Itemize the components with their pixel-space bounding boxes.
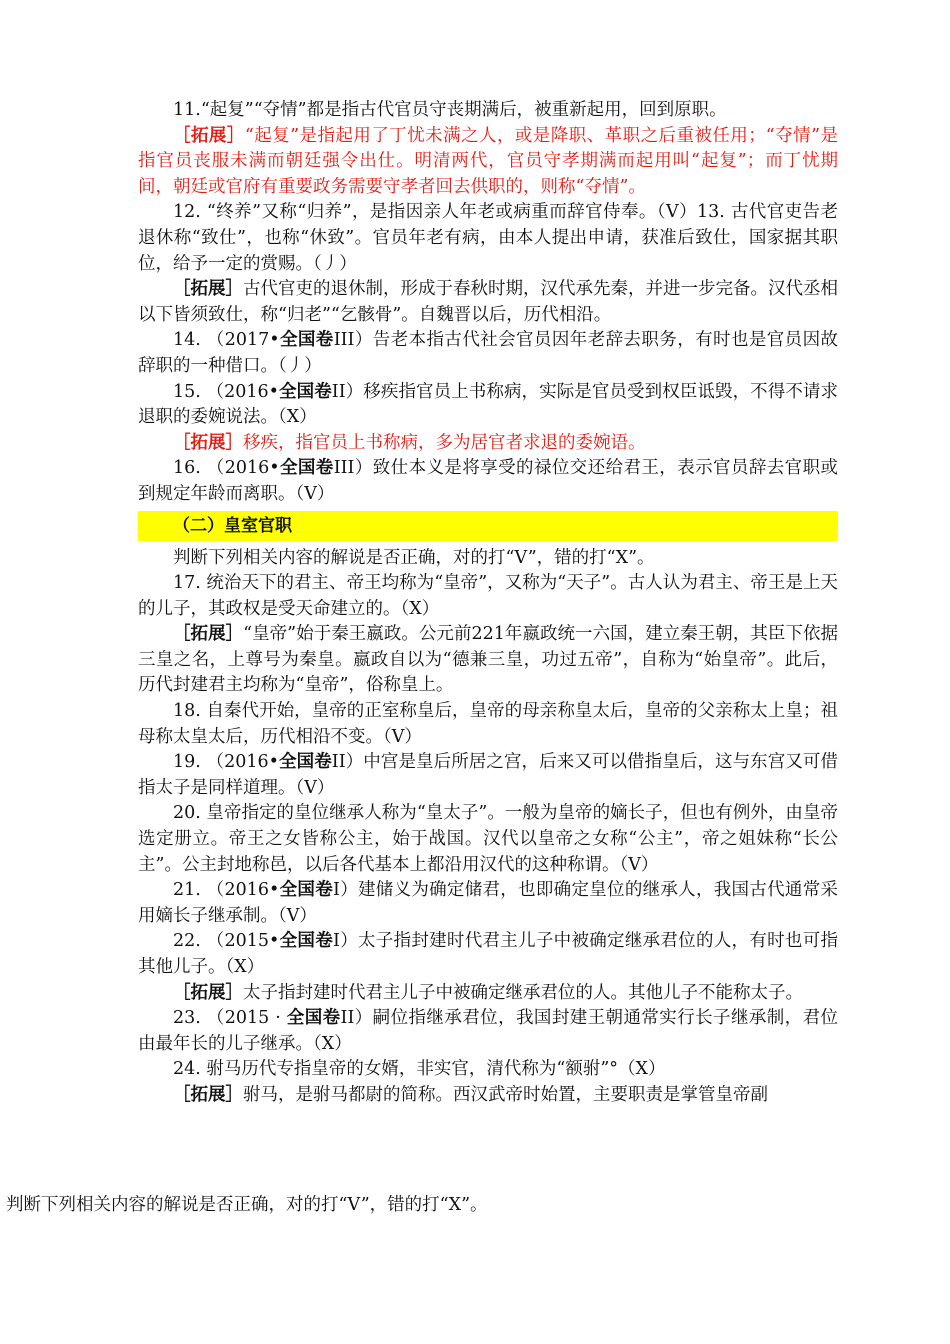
paragraph-text: 太子指封建时代君主儿子中被确定继承君位的人。其他儿子不能称太子。 <box>243 982 803 1003</box>
paragraph-text: 驸马，是驸马都尉的简称。西汉武帝时始置，主要职责是掌管皇帝副 <box>243 1084 768 1105</box>
paragraph-text: 判断下列相关内容的解说是否正确，对的打“V”，错的打“X”。 <box>173 547 655 568</box>
exam-source-label: 全国卷 <box>278 381 332 402</box>
question-paragraph <box>138 699 838 750</box>
paragraph-text: I）太子指封建时代君主儿子中被确定继承君位的人，有时也可指其他儿子。（X） <box>138 931 838 977</box>
question-paragraph <box>138 200 838 277</box>
question-paragraph <box>138 878 838 929</box>
question-paragraph <box>138 750 838 801</box>
extension-label: ［拓展］ <box>173 279 243 300</box>
question-paragraph <box>138 1006 838 1057</box>
question-source-prefix: 16. （2016• <box>173 458 280 479</box>
question-paragraph <box>138 929 838 980</box>
question-paragraph <box>138 98 838 124</box>
question-source-prefix: 15. （2016• <box>173 381 279 402</box>
paragraph-text: 11.“起复”“夺情”都是指古代官员守丧期满后，被重新起用，回到原职。 <box>173 100 727 120</box>
question-paragraph <box>138 546 838 572</box>
paragraph-text: III）致仕本义是将享受的禄位交还给君王，表示官员辞去官职或到规定年龄而离职。（V） <box>138 458 838 504</box>
extension-label: ［拓展］ <box>173 432 243 453</box>
question-paragraph <box>138 456 838 507</box>
question-source-prefix: 21. （2016• <box>173 880 280 901</box>
extension-label: ［拓展］ <box>173 624 244 645</box>
paragraph-text: 移疾，指官员上书称病，多为居官者求退的委婉语。 <box>243 432 646 453</box>
question-paragraph <box>138 801 838 878</box>
footer-instruction: 判断下列相关内容的解说是否正确，对的打“V”，错的打“X”。 <box>6 1195 488 1215</box>
paragraph-text: II）嗣位指继承君位，我国封建王朝通常实行长子继承制，君位由最年长的儿子继承。（X） <box>138 1008 839 1054</box>
paragraph-text: 20. 皇帝指定的皇位继承人称为“皇太子”。一般为皇帝的嫡长子，但也有例外，由皇帝选定册立。帝王之女皆称公主，始于战国。汉代以皇帝之女称“公主”，帝之姐妹称“长公主”。公主封地称邑，以后各代基本上都沿用汉代的这种称谓。（V） <box>138 803 838 875</box>
extension-paragraph <box>138 277 838 328</box>
exam-source-label: 全国卷 <box>278 752 332 773</box>
document-body <box>138 98 838 1109</box>
extension-paragraph <box>138 622 838 699</box>
question-source-prefix: 19. （2016• <box>173 752 279 773</box>
paragraph-text: 17. 统治天下的君主、帝王均称为“皇帝”，又称为“天子”。古人认为君主、帝王是上天的儿子，其政权是受天命建立的。（X） <box>138 573 838 619</box>
paragraph-text: II）中宫是皇后所居之宫，后来又可以借指皇后，这与东宫又可借指太子是同样道理。（V） <box>138 752 838 798</box>
question-paragraph <box>138 380 838 431</box>
paragraph-text: “起复”是指起用了丁忧未满之人，或是降职、革职之后重被任用；“夺情”是指官员丧服未满而朝廷强令出仕。明清两代，官员守孝期满而起用叫“起复”；而丁忧期间，朝廷或官府有重要政务需要守孝者回去供职的，则称“夺情”。 <box>138 125 838 197</box>
question-paragraph <box>138 328 838 379</box>
paragraph-text: II）移疾指官员上书称病，实际是官员受到权臣诋毁，不得不请求退职的委婉说法。（X） <box>138 381 838 428</box>
paragraph-text: 12. “终养”又称“归养”，是指因亲人年老或病重而辞官侍奉。（V）13. 古代官吏告老退休称“致仕”，也称“休致”。官员年老有病，由本人提出申请，获准后致仕，国家据其职位，给予一定的赏赐。（丿） <box>138 202 838 274</box>
extension-paragraph <box>138 981 838 1007</box>
paragraph-text: “皇帝”始于秦王嬴政。公元前221年嬴政统一六国，建立秦王朝，其臣下依据三皇之名，上尊号为秦皇。嬴政自以为“德兼三皇，功过五帝”，自称为“始皇帝”。此后，历代封建君主均称为“皇帝”，俗称皇上。 <box>138 624 839 696</box>
extension-paragraph <box>138 1083 838 1109</box>
question-source-prefix: 22. （2015• <box>173 931 280 952</box>
extension-label: ［拓展］ <box>173 982 243 1003</box>
exam-source-label: 全国卷 <box>279 330 334 351</box>
question-paragraph <box>138 571 838 622</box>
paragraph-text: 24. 驸马历代专指皇帝的女婿，非实官，清代称为“额驸”°（X） <box>173 1059 666 1080</box>
exam-source-label: 全国卷 <box>279 880 333 901</box>
section-heading: （二）皇室官职 <box>138 511 838 541</box>
paragraph-text: I）建储义为确定储君，也即确定皇位的继承人，我国古代通常采用嫡长子继承制。（V） <box>138 880 838 926</box>
paragraph-text: 古代官吏的退休制，形成于春秋时期，汉代承先秦，并进一步完备。汉代丞相以下皆须致仕，称“归老”“乞骸骨”。自魏晋以后，历代相沿。 <box>138 279 838 325</box>
question-paragraph <box>138 1057 838 1083</box>
extension-label: ［拓展］ <box>173 125 245 146</box>
exam-source-label: 全国卷 <box>286 1008 341 1029</box>
extension-paragraph <box>138 124 838 201</box>
exam-source-label: 全国卷 <box>279 458 334 479</box>
extension-label: ［拓展］ <box>173 1084 243 1105</box>
extension-paragraph <box>138 431 838 457</box>
paragraph-text: III）告老本指古代社会官员因年老辞去职务，有时也是官员因故辞职的一种借口。（丿） <box>138 330 838 376</box>
question-source-prefix: 23. （2015 · <box>173 1008 287 1029</box>
question-source-prefix: 14. （2017• <box>173 330 280 351</box>
exam-source-label: 全国卷 <box>279 931 333 952</box>
paragraph-text: 18. 自秦代开始，皇帝的正室称皇后，皇帝的母亲称皇太后，皇帝的父亲称太上皇；祖母称太皇太后，历代相沿不变。（V） <box>138 701 838 747</box>
